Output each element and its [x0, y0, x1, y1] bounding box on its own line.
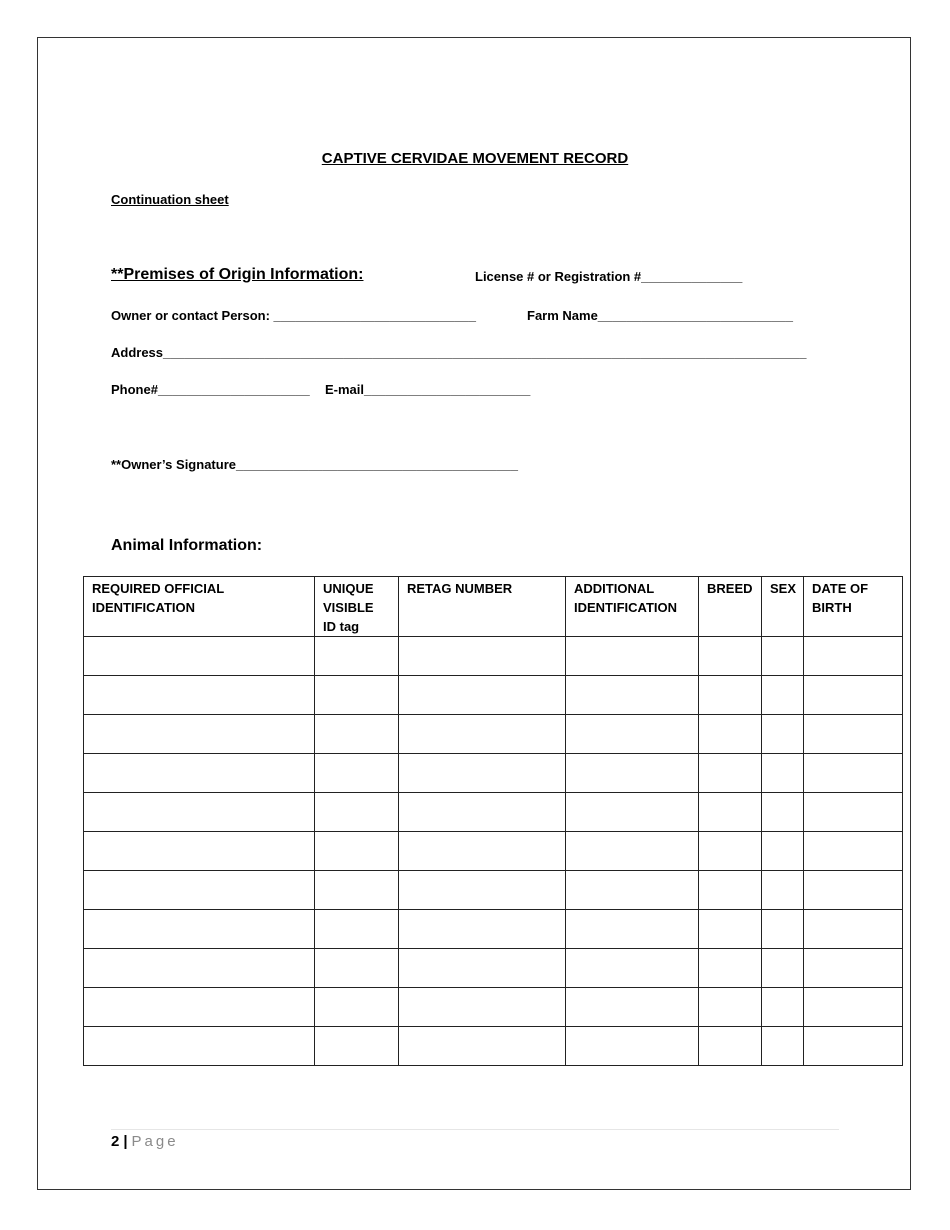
table-row [84, 949, 903, 988]
premises-of-origin-heading: **Premises of Origin Information: [111, 266, 364, 283]
owner-signature-field[interactable]: **Owner’s Signature_______________________________________ [111, 457, 518, 472]
table-row [84, 715, 903, 754]
table-cell[interactable] [762, 910, 804, 949]
table-cell[interactable] [804, 637, 903, 676]
table-cell[interactable] [699, 832, 762, 871]
table-cell[interactable] [566, 676, 699, 715]
table-cell[interactable] [84, 988, 315, 1027]
table-cell[interactable] [804, 988, 903, 1027]
page-separator: | [123, 1133, 128, 1150]
table-cell[interactable] [315, 1027, 399, 1066]
table-cell[interactable] [399, 910, 566, 949]
table-cell[interactable] [566, 988, 699, 1027]
table-cell[interactable] [699, 910, 762, 949]
table-cell[interactable] [84, 754, 315, 793]
table-row [84, 988, 903, 1027]
table-row [84, 754, 903, 793]
table-cell[interactable] [566, 754, 699, 793]
phone-field[interactable]: Phone#_____________________ [111, 382, 310, 397]
table-cell[interactable] [84, 637, 315, 676]
table-row [84, 910, 903, 949]
table-cell[interactable] [399, 832, 566, 871]
table-cell[interactable] [762, 988, 804, 1027]
animal-information-table [83, 576, 903, 1066]
table-cell[interactable] [399, 793, 566, 832]
table-cell[interactable] [315, 988, 399, 1027]
page-number: 2 [111, 1133, 120, 1150]
table-cell[interactable] [84, 871, 315, 910]
document-title: CAPTIVE CERVIDAE MOVEMENT RECORD [321, 150, 629, 167]
table-cell[interactable] [699, 676, 762, 715]
table-cell[interactable] [84, 676, 315, 715]
table-cell[interactable] [699, 793, 762, 832]
table-cell[interactable] [399, 871, 566, 910]
table-cell[interactable] [804, 754, 903, 793]
continuation-sheet-label: Continuation sheet [111, 192, 229, 207]
table-cell[interactable] [315, 871, 399, 910]
table-cell[interactable] [84, 949, 315, 988]
table-cell[interactable] [762, 832, 804, 871]
table-cell[interactable] [699, 637, 762, 676]
footer-divider [111, 1129, 839, 1130]
column-header: UNIQUE VISIBLE ID tag [315, 577, 399, 637]
table-cell[interactable] [566, 832, 699, 871]
table-cell[interactable] [399, 949, 566, 988]
table-cell[interactable] [566, 715, 699, 754]
owner-contact-person-field[interactable]: Owner or contact Person: ____________________________ [111, 308, 476, 323]
table-cell[interactable] [315, 676, 399, 715]
column-header: BREED [699, 577, 762, 637]
table-cell[interactable] [804, 793, 903, 832]
table-cell[interactable] [399, 715, 566, 754]
table-cell[interactable] [84, 793, 315, 832]
page-footer [111, 1133, 179, 1150]
table-cell[interactable] [699, 988, 762, 1027]
table-cell[interactable] [84, 832, 315, 871]
table-row [84, 793, 903, 832]
table-row [84, 832, 903, 871]
table-cell[interactable] [804, 676, 903, 715]
table-cell[interactable] [762, 754, 804, 793]
table-cell[interactable] [566, 871, 699, 910]
table-cell[interactable] [804, 910, 903, 949]
table-cell[interactable] [762, 637, 804, 676]
table-cell[interactable] [762, 676, 804, 715]
table-cell[interactable] [762, 1027, 804, 1066]
table-cell[interactable] [315, 910, 399, 949]
column-header: RETAG NUMBER [399, 577, 566, 637]
table-cell[interactable] [84, 715, 315, 754]
page-label: Page [131, 1133, 179, 1150]
table-cell[interactable] [566, 949, 699, 988]
table-row [84, 676, 903, 715]
farm-name-field[interactable]: Farm Name___________________________ [527, 308, 794, 323]
table-cell[interactable] [315, 754, 399, 793]
table-cell[interactable] [762, 949, 804, 988]
table-cell[interactable] [315, 832, 399, 871]
table-cell[interactable] [699, 1027, 762, 1066]
table-cell[interactable] [315, 715, 399, 754]
table-cell[interactable] [399, 754, 566, 793]
table-row [84, 871, 903, 910]
table-cell[interactable] [762, 715, 804, 754]
table-cell[interactable] [804, 832, 903, 871]
table-cell[interactable] [315, 949, 399, 988]
table-cell[interactable] [762, 793, 804, 832]
table-cell[interactable] [762, 871, 804, 910]
table-cell[interactable] [84, 1027, 315, 1066]
table-cell[interactable] [315, 793, 399, 832]
table-row [84, 637, 903, 676]
animal-information-heading: Animal Information: [111, 537, 263, 554]
table-cell[interactable] [804, 949, 903, 988]
table-row [84, 1027, 903, 1066]
table-cell[interactable] [804, 1027, 903, 1066]
table-cell[interactable] [315, 637, 399, 676]
table-cell[interactable] [566, 910, 699, 949]
table-cell[interactable] [399, 676, 566, 715]
table-cell[interactable] [699, 715, 762, 754]
table-cell[interactable] [399, 988, 566, 1027]
table-cell[interactable] [399, 1027, 566, 1066]
table-cell[interactable] [566, 637, 699, 676]
table-cell[interactable] [399, 637, 566, 676]
column-header: ADDITIONAL IDENTIFICATION [566, 577, 699, 637]
column-header: REQUIRED OFFICIAL IDENTIFICATION [84, 577, 315, 637]
table-cell[interactable] [566, 793, 699, 832]
license-registration-field[interactable]: License # or Registration #______________ [475, 269, 743, 284]
table-header-row [84, 577, 903, 637]
column-header: SEX [762, 577, 804, 637]
table-cell[interactable] [804, 715, 903, 754]
email-field[interactable]: E-mail_______________________ [325, 382, 531, 397]
table-cell[interactable] [804, 871, 903, 910]
table-cell[interactable] [699, 754, 762, 793]
table-cell[interactable] [699, 949, 762, 988]
address-field[interactable]: Address_________________________________________________________________________________________ [111, 345, 807, 360]
table-cell[interactable] [566, 1027, 699, 1066]
column-header: DATE OF BIRTH [804, 577, 903, 637]
table-cell[interactable] [84, 910, 315, 949]
table-cell[interactable] [699, 871, 762, 910]
